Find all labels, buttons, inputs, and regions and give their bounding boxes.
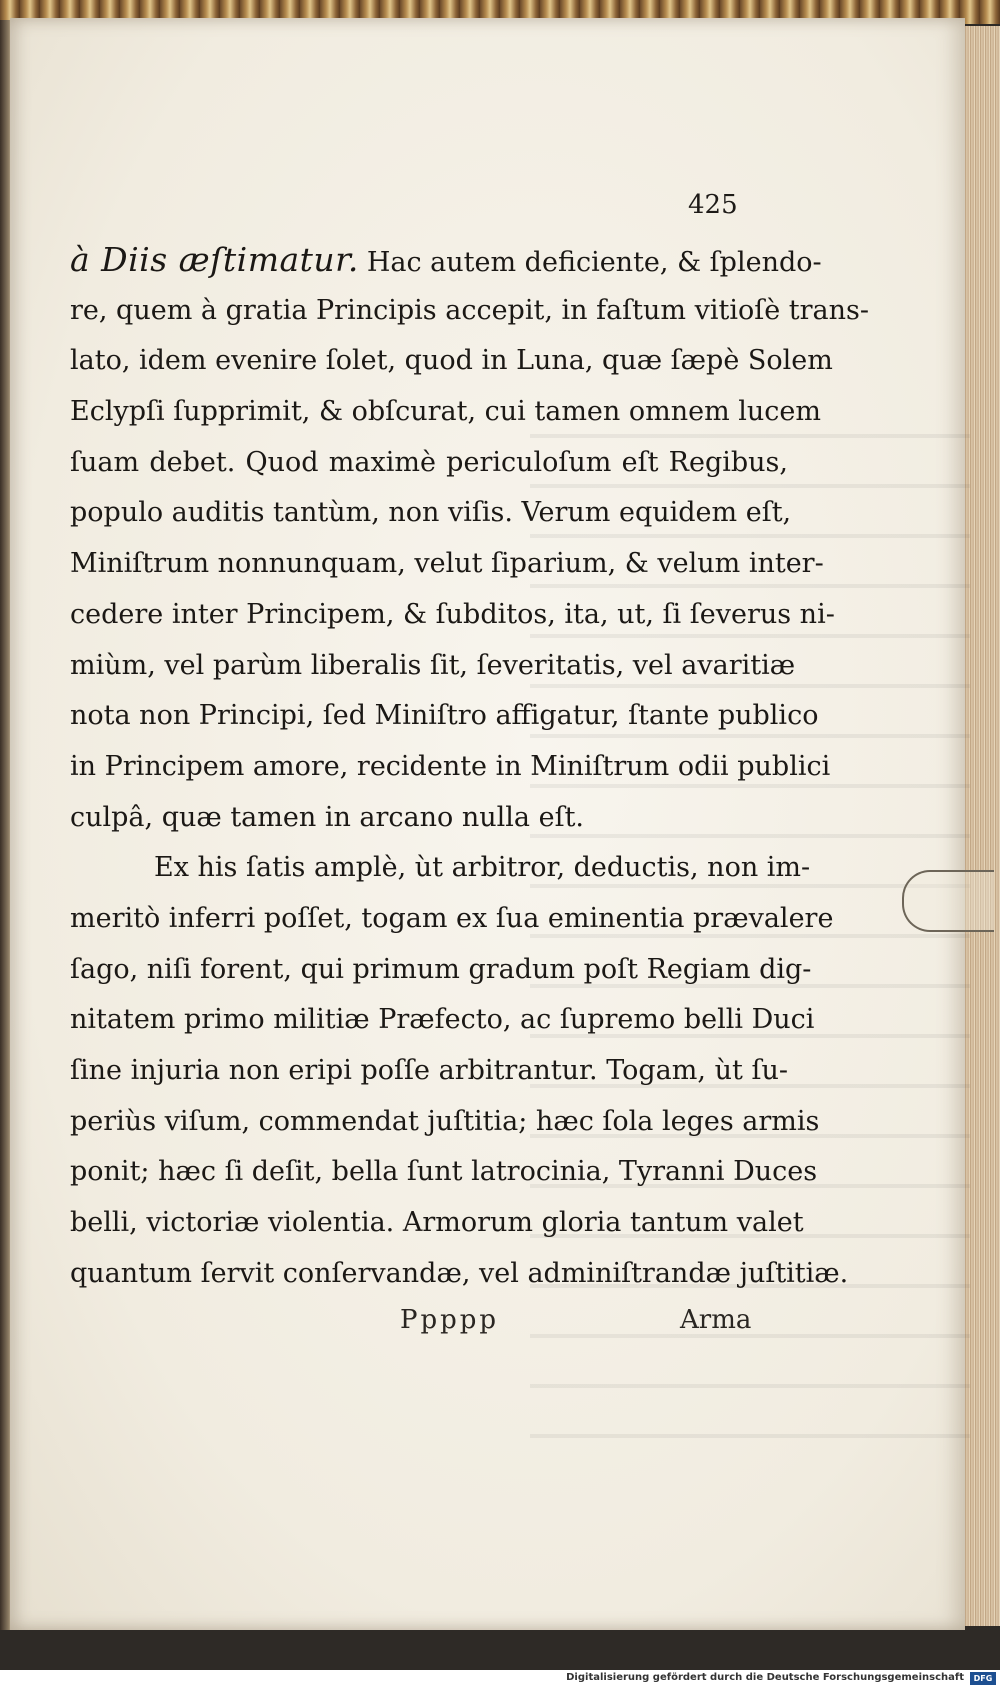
text-line: re, quem à gratia Principis accepit, in faſtum vitioſè trans- xyxy=(70,294,870,326)
text-line: nota non Principi, ſed Miniſtro affigatur, ſtante publico xyxy=(70,700,819,732)
digitization-footer xyxy=(0,1670,1000,1688)
page-number: 425 xyxy=(688,190,738,220)
page-tab-marker xyxy=(902,870,994,932)
catchword: Arma xyxy=(680,1305,752,1335)
text-line: ponit; hæc ſi deſit, bella ſunt latrocinia, Tyranni Duces xyxy=(70,1156,818,1188)
text-line: miùm, vel parùm liberalis ſit, ſeveritatis, vel avaritiæ xyxy=(70,649,796,681)
text-line: à Diis æſtimatur. Hac autem deficiente, & ſplendo- xyxy=(70,240,822,279)
signature-mark: Ppppp xyxy=(400,1305,500,1335)
text-line: Miniſtrum nonnunquam, velut ſiparium, & velum inter- xyxy=(70,548,824,580)
text-line: ſago, niſi forent, qui primum gradum poſt Regiam dig- xyxy=(70,953,812,985)
dfg-logo: DFG xyxy=(970,1672,996,1685)
text-line: belli, victoriæ violentia. Armorum gloria tantum valet xyxy=(70,1207,804,1239)
text-line: Eclypſi ſupprimit, & obſcurat, cui tamen omnem lucem xyxy=(70,396,822,428)
text-line: ſine injuria non eripi poſſe arbitrantur. Togam, ùt ſu- xyxy=(70,1055,788,1086)
body-text xyxy=(70,235,870,1299)
text-line: in Principem amore, recidente in Miniſtrum odii publici xyxy=(70,750,831,782)
text-line: Ex his ſatis amplè, ùt arbitror, deductis, non im- xyxy=(154,852,811,884)
text-line: nitatem primo militiæ Præfecto, ac ſupremo belli Duci xyxy=(70,1004,815,1036)
text-line: ſuam debet. Quod maximè periculoſum eſt Regibus, xyxy=(70,446,788,478)
text-line: populo auditis tantùm, non viſis. Verum equidem eſt, xyxy=(70,497,792,529)
text-line: culpâ, quæ tamen in arcano nulla eſt. xyxy=(70,801,585,833)
text-line: meritò inferri poſſet, togam ex ſua eminentia prævalere xyxy=(70,902,834,934)
text-line: quantum ſervit conſervandæ, vel adminiſtrandæ juſtitiæ. xyxy=(70,1257,849,1289)
text-line: lato, idem evenire ſolet, quod in Luna, quæ ſæpè Solem xyxy=(70,345,833,377)
italic-lead-phrase: à Diis æſtimatur. xyxy=(70,240,359,279)
footer-credit: Digitalisierung gefördert durch die Deutsche Forschungsgemeinschaft xyxy=(566,1672,964,1683)
text-line: cedere inter Principem, & ſubditos, ita, ut, ſi ſeverus ni- xyxy=(70,598,835,630)
text-line: periùs viſum, commendat juſtitia; hæc ſola leges armis xyxy=(70,1105,820,1137)
